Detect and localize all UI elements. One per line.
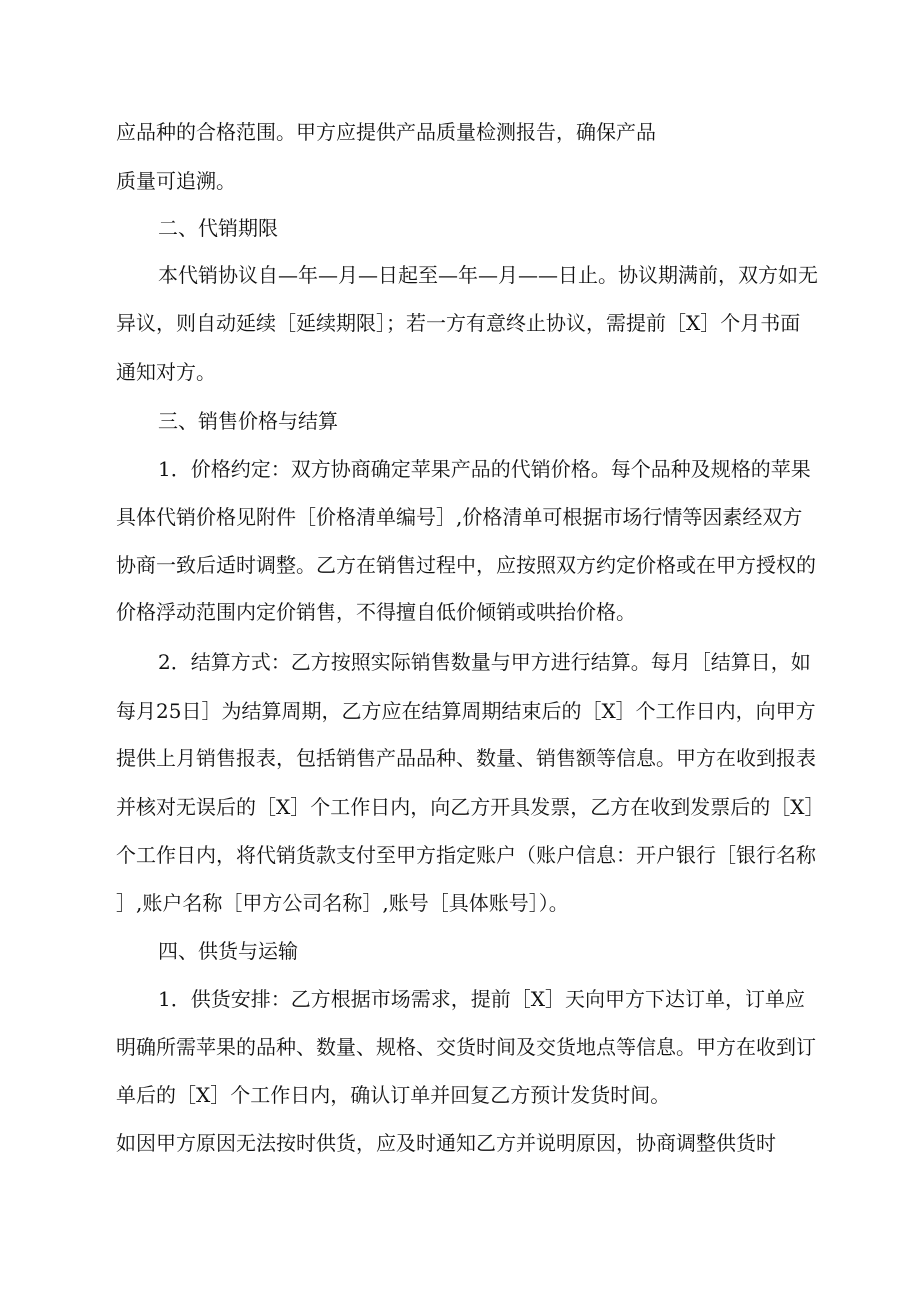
text-line-19: 1．供货安排：乙方根据市场需求，提前［X］天向甲方下达订单，订单应	[158, 987, 805, 1011]
section-heading-supply: 四、供货与运输	[158, 939, 298, 963]
text-line-8: 1．价格约定：双方协商确定苹果产品的代销价格。每个品种及规格的苹果	[158, 457, 811, 481]
text-line-17: ］,账户名称［甲方公司名称］,账号［具体账号］）。	[116, 891, 569, 915]
text-line-10: 协商一致后适时调整。乙方在销售过程中，应按照双方约定价格或在甲方授权的	[116, 553, 816, 577]
text-line-12: 2．结算方式：乙方按照实际销售数量与甲方进行结算。每月［结算日，如	[158, 650, 811, 674]
text-line-20: 明确所需苹果的品种、数量、规格、交货时间及交货地点等信息。甲方在收到订	[116, 1035, 816, 1059]
text-line-13: 每月25日］为结算周期，乙方应在结算周期结束后的［X］个工作日内，向甲方	[116, 699, 816, 723]
text-line-22: 如因甲方原因无法按时供货，应及时通知乙方并说明原因，协商调整供货时	[116, 1131, 776, 1155]
text-line-15: 并核对无误后的［X］个工作日内，向乙方开具发票，乙方在收到发票后的［X］	[116, 795, 825, 819]
text-line-21: 单后的［X］个工作日内，确认订单并回复乙方预计发货时间。	[116, 1083, 671, 1107]
text-line-4: 本代销协议自—年—月—日起至—年—月——日止。协议期满前，双方如无	[158, 263, 818, 287]
section-heading-price: 三、销售价格与结算	[158, 409, 338, 433]
text-line-9: 具体代销价格见附件［价格清单编号］,价格清单可根据市场行情等因素经双方	[116, 505, 803, 529]
text-line-6: 通知对方。	[116, 360, 216, 384]
text-line-1: 应品种的合格范围。甲方应提供产品质量检测报告，确保产品	[116, 120, 656, 144]
section-heading-term: 二、代销期限	[158, 216, 278, 240]
text-line-16: 个工作日内，将代销货款支付至甲方指定账户（账户信息：开户银行［银行名称	[116, 843, 816, 867]
text-line-5: 异议，则自动延续［延续期限］；若一方有意终止协议，需提前［X］个月书面	[116, 311, 801, 335]
text-line-2: 质量可追溯。	[116, 169, 236, 193]
text-line-11: 价格浮动范围内定价销售，不得擅自低价倾销或哄抬价格。	[116, 600, 636, 624]
text-line-14: 提供上月销售报表，包括销售产品品种、数量、销售额等信息。甲方在收到报表	[116, 746, 816, 770]
